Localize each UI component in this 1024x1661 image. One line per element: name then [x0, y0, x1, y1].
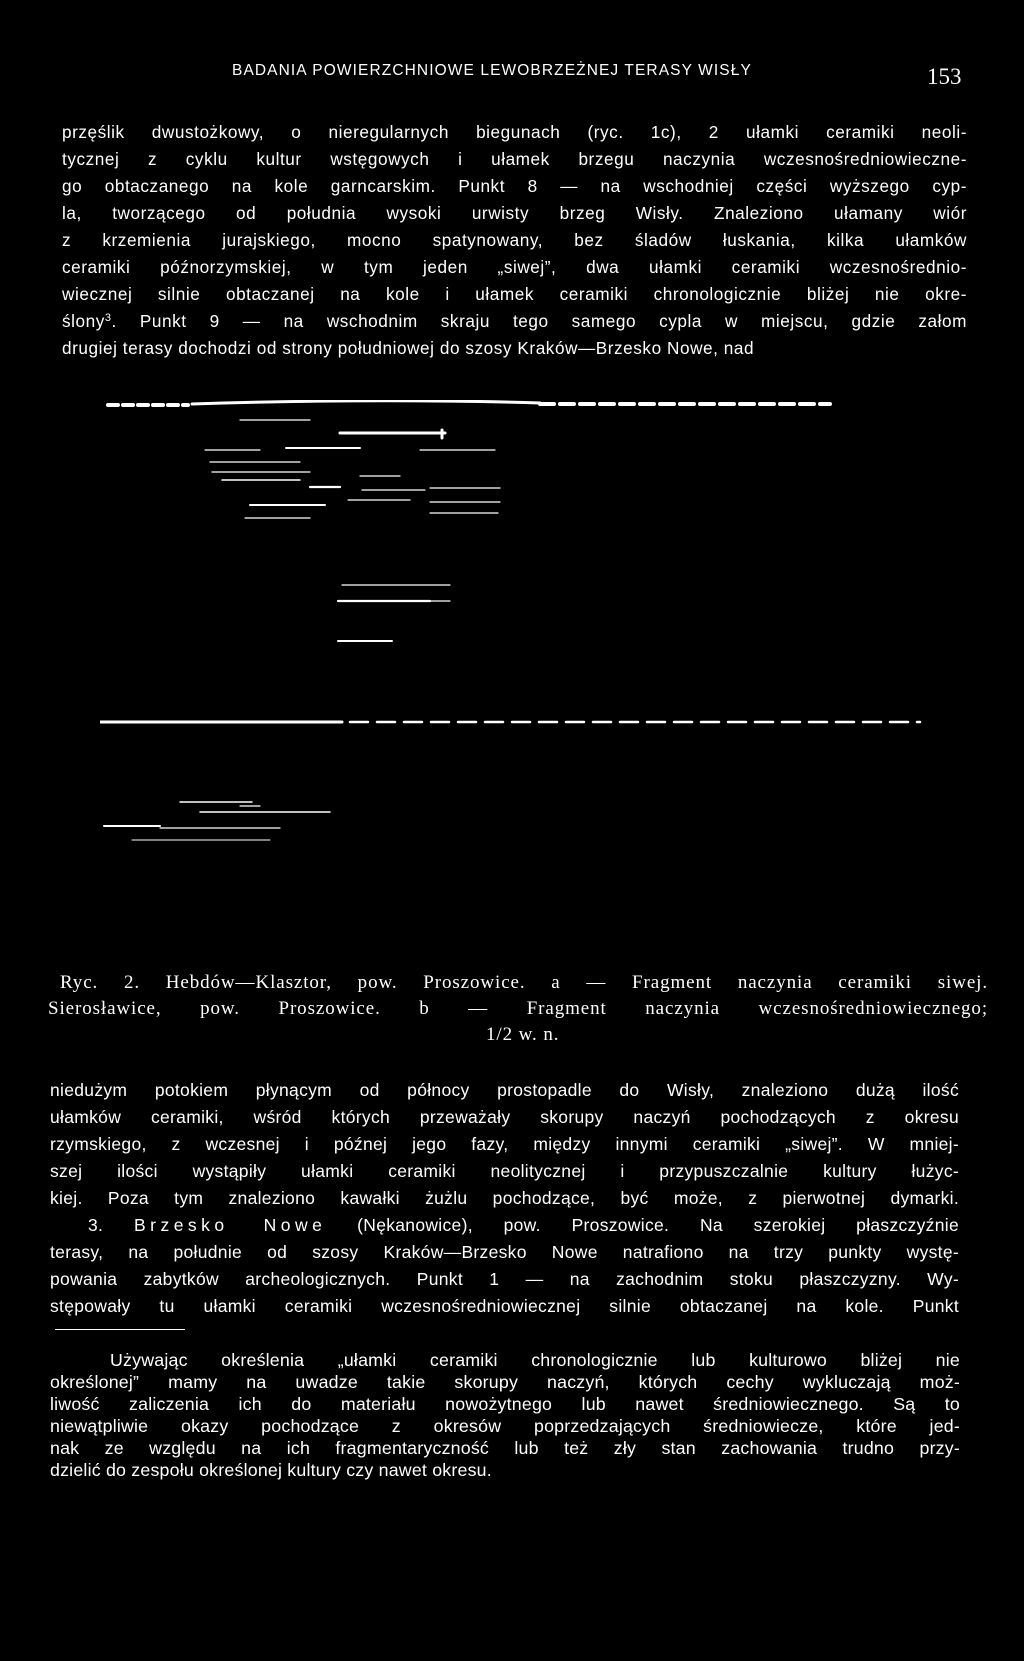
section-place: Brzesko Nowe: [133, 1215, 327, 1235]
text-line: z krzemienia jurajskiego, mocno spatynowany, bez śladów łuskania, kilka ułamków: [62, 230, 967, 250]
text-run: (Nękanowice), pow. Proszowice. Na szerokiej płaszczyźnie: [357, 1215, 959, 1235]
text-line: przęślik dwustożkowy, o nieregularnych biegunach (ryc. 1c), 2 ułamki ceramiki neoli-: [62, 122, 967, 142]
figure-dash-pattern: [100, 400, 930, 900]
footnote-line: niewątpliwie okazy pochodzące z okresów poprzedzających średniowiecze, które jed-: [50, 1416, 960, 1436]
page-number: 153: [927, 64, 962, 89]
word: ślony: [62, 311, 105, 331]
text-line: wiecznej silnie obtaczanej na kole i ułamek ceramiki chronologicznie bliżej nie okre-: [62, 284, 967, 304]
text-line: la, tworzącego od południa wysoki urwisty brzeg Wisły. Znaleziono ułamany wiór: [62, 203, 967, 223]
paragraph-top: [62, 122, 967, 372]
footnote-reference[interactable]: 3: [104, 312, 112, 324]
text-line: rzymskiego, z wczesnej i późnej jego fazy, między innymi ceramiki „siwej”. W mniej-: [50, 1134, 959, 1154]
footnote-line: dzielić do zespołu określonej kultury czy nawet okresu.: [50, 1460, 492, 1480]
footnote: [50, 1350, 960, 1490]
section-number: 3.: [88, 1215, 104, 1235]
footnote-line: określonej” mamy na uwadze takie skorupy naczyń, których cechy wykluczają moż-: [50, 1372, 960, 1392]
text-line: ułamków ceramiki, wśród których przeważały skorupy naczyń pochodzących z okresu: [50, 1107, 959, 1127]
caption-line: Sierosławice, pow. Proszowice. b — Fragment naczynia wczesnośredniowiecznego;: [48, 998, 988, 1019]
section-heading-line: [88, 1215, 959, 1242]
caption-line: Ryc. 2. Hebdów—Klasztor, pow. Proszowice. a — Fragment naczynia ceramiki siwej.: [60, 972, 988, 993]
running-title: BADANIA POWIERZCHNIOWE LEWOBRZEŻNEJ TERASY WISŁY: [232, 62, 752, 79]
text-line: ceramiki późnorzymskiej, w tym jeden „siwej”, dwa ułamki ceramiki wczesnośrednio-: [62, 257, 967, 277]
text-line: drugiej terasy dochodzi od strony południowej do szosy Kraków—Brzesko Nowe, nad: [62, 338, 755, 358]
text-line: kiej. Poza tym znaleziono kawałki żużlu pochodzące, być może, z pierwotnej dymarki.: [50, 1188, 959, 1208]
text-line: szej ilości wystąpiły ułamki ceramiki neolitycznej i przypuszczalnie kultury łużyc-: [50, 1161, 959, 1181]
text-run: . Punkt 9 — na wschodnim skraju tego samego cypla w miejscu, gdzie załom: [111, 311, 967, 331]
footnote-separator: [55, 1329, 185, 1330]
text-line: powania zabytków archeologicznych. Punkt 1 — na zachodnim stoku płaszczyzny. Wy-: [50, 1269, 959, 1289]
caption-line: 1/2 w. n.: [486, 1024, 560, 1045]
text-line: terasy, na południe od szosy Kraków—Brzesko Nowe natrafiono na trzy punkty wystę-: [50, 1242, 959, 1262]
text-line-footnote-ref: [62, 311, 967, 338]
figure-illustration: [100, 400, 930, 900]
footnote-line: liwość zaliczenia ich do materiału nowożytnego lub nawet średniowiecznego. Są to: [50, 1394, 960, 1414]
text-line: go obtaczanego na kole garncarskim. Punkt 8 — na wschodniej części wyższego cyp-: [62, 176, 967, 196]
page-header: [0, 58, 1024, 98]
text-line: tycznej z cyklu kultur wstęgowych i ułamek brzegu naczynia wczesnośredniowieczne-: [62, 149, 967, 169]
paragraph-bottom: [50, 1080, 959, 1320]
text-line: niedużym potokiem płynącym od północy prostopadle do Wisły, znaleziono dużą ilość: [50, 1080, 959, 1100]
footnote-line: Używając określenia „ułamki ceramiki chronologicznie lub kulturowo bliżej nie: [110, 1350, 960, 1370]
text-line: stępowały tu ułamki ceramiki wczesnośredniowiecznej silnie obtaczanej na kole. Punkt: [50, 1296, 959, 1316]
footnote-line: nak ze względu na ich fragmentaryczność lub też zły stan zachowania trudno przy-: [50, 1438, 960, 1458]
